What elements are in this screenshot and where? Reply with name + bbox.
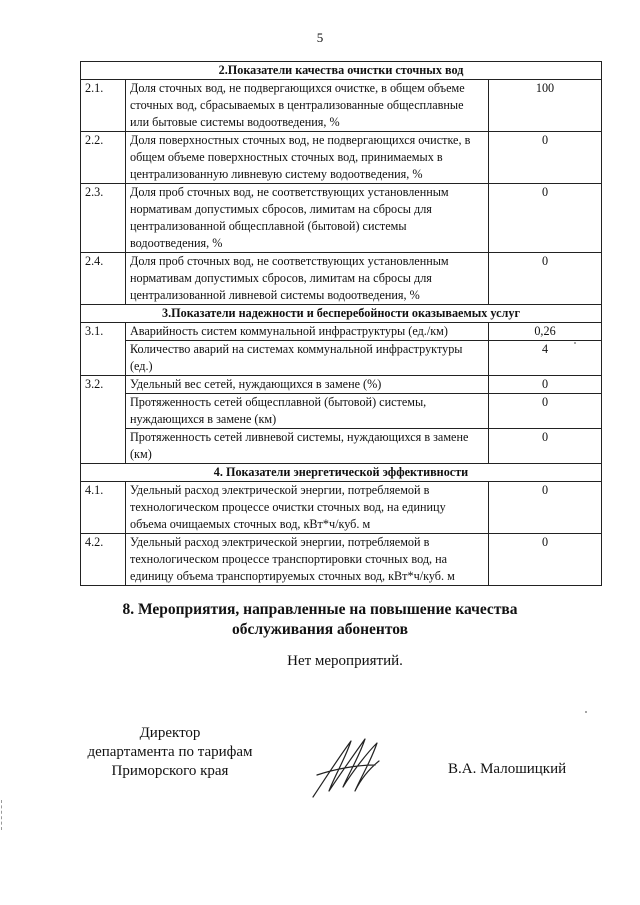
row-number: 4.2. [81, 534, 126, 586]
row-number: 3.2. [81, 376, 126, 464]
section-header-row [81, 62, 602, 80]
row-number: 2.2. [81, 132, 126, 184]
indicator-value: 0 [489, 253, 602, 305]
row-number: 2.4. [81, 253, 126, 305]
section-header-row [81, 464, 602, 482]
scan-dot [574, 342, 576, 344]
indicator-value: 0 [489, 184, 602, 253]
indicator-value: 100 [489, 80, 602, 132]
scan-edge-mark [1, 800, 3, 830]
indicator-name: Удельный расход электрической энергии, потребляемой в технологическом процессе очистки сточных вод, на единицу объема очищаемых сточных вод, кВт*ч/куб. м [126, 482, 489, 534]
indicator-name: Аварийность систем коммунальной инфраструктуры (ед./км) [126, 323, 489, 341]
indicator-value: 0 [489, 482, 602, 534]
indicator-name: Доля проб сточных вод, не соответствующих установленным нормативам допустимых сбросов, лимитам на сбросы для централизованной общесплавной (бытовой) системы водоотведения, % [126, 184, 489, 253]
row-number: 3.1. [81, 323, 126, 376]
table-row [81, 394, 602, 429]
table-row [81, 253, 602, 305]
table-row [81, 323, 602, 341]
table-row [81, 341, 602, 376]
row-number: 2.1. [81, 80, 126, 132]
indicator-value: 0 [489, 132, 602, 184]
indicator-value: 4 [489, 341, 602, 376]
section-header-row [81, 305, 602, 323]
no-measures-text: Нет мероприятий. [287, 653, 403, 669]
section-8-heading [0, 600, 640, 640]
table-row [81, 132, 602, 184]
indicator-name: Доля сточных вод, не подвергающихся очистке, в общем объеме сточных вод, сбрасываемых в централизованные общесплавные или бытовые системы водоотведения, % [126, 80, 489, 132]
handwritten-signature [305, 735, 385, 805]
table-row [81, 482, 602, 534]
indicator-name: Количество аварий на системах коммунальной инфраструктуры (ед.) [126, 341, 489, 376]
section-title: 4. Показатели энергетической эффективности [81, 464, 602, 482]
table-row [81, 184, 602, 253]
scan-dot [585, 711, 587, 713]
indicator-name: Доля поверхностных сточных вод, не подвергающихся очистке, в общем объеме поверхностных сточных вод, принимаемых в централизованную ливневую систему водоотведения, % [126, 132, 489, 184]
table-row [81, 80, 602, 132]
indicator-name: Протяженность сетей общесплавной (бытовой) системы, нуждающихся в замене (км) [126, 394, 489, 429]
section-title: 2.Показатели качества очистки сточных вод [81, 62, 602, 80]
indicator-value: 0 [489, 394, 602, 429]
signer-title-line2: департамента по тарифам [87, 744, 253, 760]
section-title: 3.Показатели надежности и бесперебойности оказываемых услуг [81, 305, 602, 323]
signer-name: В.А. Малошицкий [448, 761, 567, 777]
indicator-value: 0 [489, 534, 602, 586]
indicator-value: 0 [489, 376, 602, 394]
signer-title-line1: Директор [139, 725, 201, 741]
indicator-value: 0 [489, 429, 602, 464]
row-number: 2.3. [81, 184, 126, 253]
indicator-name: Удельный вес сетей, нуждающихся в замене (%) [126, 376, 489, 394]
indicator-name: Протяженность сетей ливневой системы, нуждающихся в замене (км) [126, 429, 489, 464]
table-row [81, 376, 602, 394]
signer-title-line3: Приморского края [111, 763, 229, 779]
section-8-heading-line2: обслуживания абонентов [232, 621, 408, 638]
table-row [81, 429, 602, 464]
signer-title-block [70, 724, 270, 781]
indicator-value: 0,26 [489, 323, 602, 341]
indicator-name: Удельный расход электрической энергии, потребляемой в технологическом процессе транспортировки сточных вод, на единицу объема транспортируемых сточных вод, кВт*ч/куб. м [126, 534, 489, 586]
indicator-name: Доля проб сточных вод, не соответствующих установленным нормативам допустимых сбросов, лимитам на сбросы для централизованной ливневой системы водоотведения, % [126, 253, 489, 305]
row-number: 4.1. [81, 482, 126, 534]
indicators-table [80, 61, 602, 586]
section-8-heading-line1: 8. Мероприятия, направленные на повышение качества [122, 601, 518, 618]
page-number: 5 [316, 30, 324, 45]
table-row [81, 534, 602, 586]
